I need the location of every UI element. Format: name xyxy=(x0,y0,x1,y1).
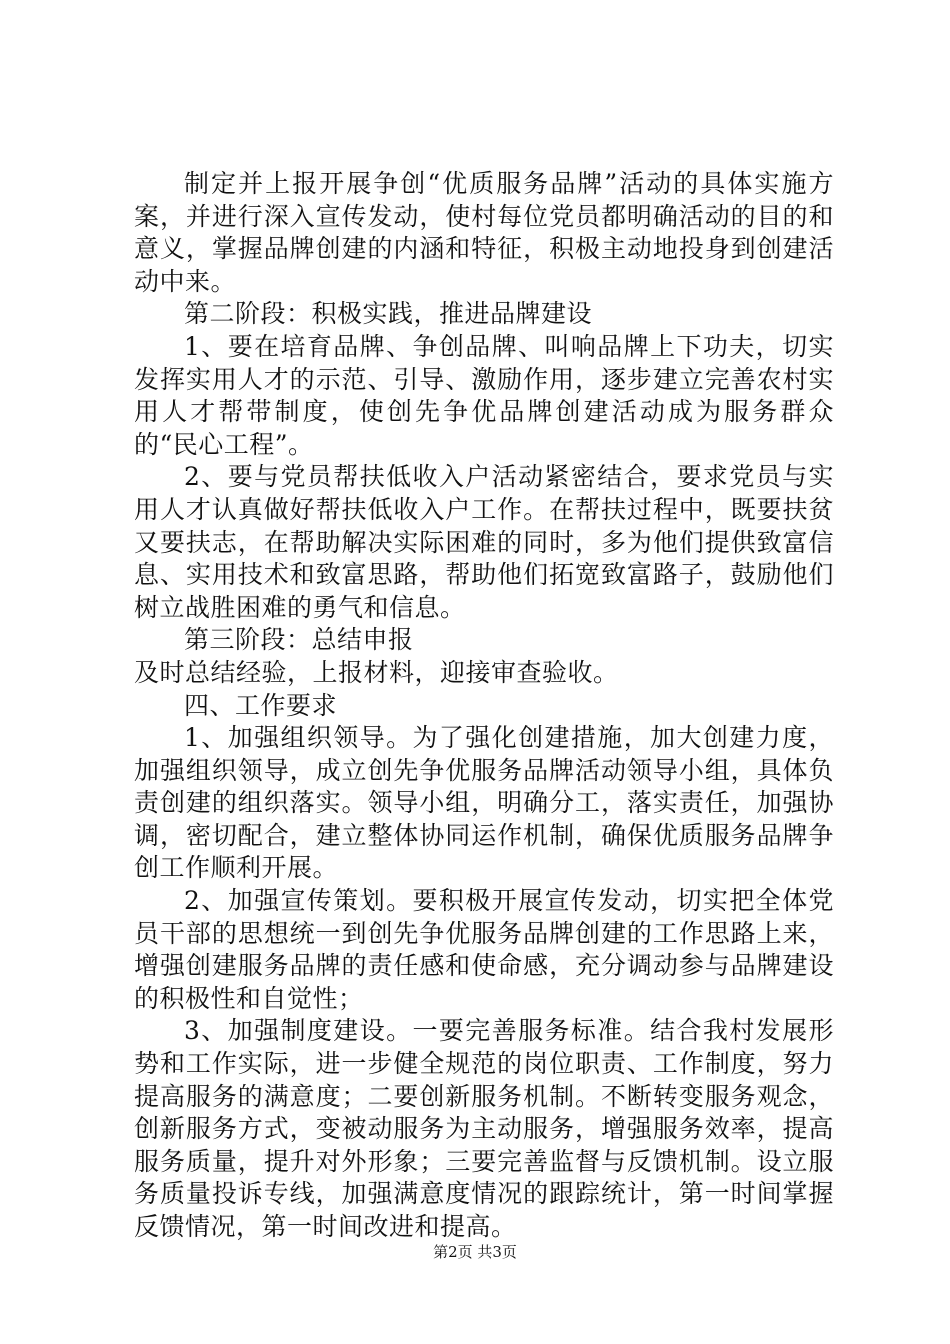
paragraph-stage-three-summary: 及时总结经验，上报材料，迎接审查验收。 xyxy=(134,657,619,687)
paragraph-requirement-2: 2、加强宣传策划。要积极开展宣传发动，切实把全体党员干部的思想统一到创先争优服务品牌创建的工作思路上来，增强创建服务品牌的责任感和使命感，充分调动参与品牌建设的积极性和自觉性； xyxy=(134,886,834,1013)
paragraph-stage-two-item-2: 2、要与党员帮扶低收入户活动紧密结合，要求党员与实用人才认真做好帮扶低收入户工作。在帮扶过程中，既要扶贫又要扶志，在帮助解决实际困难的同时，多为他们提供致富信息、实用技术和致富思路，帮助他们拓宽致富路子，鼓励他们树立战胜困难的勇气和信息。 xyxy=(134,462,834,622)
document-body xyxy=(134,168,834,1244)
paragraph-stage-two-item-1: 1、要在培育品牌、争创品牌、叫响品牌上下功夫，切实发挥实用人才的示范、引导、激励作用，逐步建立完善农村实用人才帮带制度，使创先争优品牌创建活动成为服务群众的“民心工程”。 xyxy=(134,331,834,459)
paragraph-requirement-1: 1、加强组织领导。为了强化创建措施，加大创建力度，加强组织领导，成立创先争优服务品牌活动领导小组，具体负责创建的组织落实。领导小组，明确分工，落实责任，加强协调，密切配合，建立整体协同运作机制，确保优质服务品牌争创工作顺利开展。 xyxy=(134,723,834,883)
paragraph-implementation-plan: 制定并上报开展争创“优质服务品牌”活动的具体实施方案，并进行深入宣传发动，使村每位党员都明确活动的目的和意义，掌握品牌创建的内涵和特征，积极主动地投身到创建活动中来。 xyxy=(134,169,834,296)
paragraph-requirement-3: 3、加强制度建设。一要完善服务标准。结合我村发展形势和工作实际，进一步健全规范的岗位职责、工作制度，努力提高服务的满意度；二要创新服务机制。不断转变服务观念，创新服务方式，变被动服务为主动服务，增强服务效率，提高服务质量，提升对外形象；三要完善监督与反馈机制。设立服务质量投诉专线，加强满意度情况的跟踪统计，第一时间掌握反馈情况，第一时间改进和提高。 xyxy=(134,1016,834,1241)
heading-stage-three: 第三阶段：总结申报 xyxy=(184,625,414,655)
heading-work-requirements: 四、工作要求 xyxy=(184,690,338,720)
page-number-footer: 第2页 共3页 xyxy=(433,1243,517,1261)
heading-stage-two: 第二阶段：积极实践，推进品牌建设 xyxy=(184,299,593,329)
